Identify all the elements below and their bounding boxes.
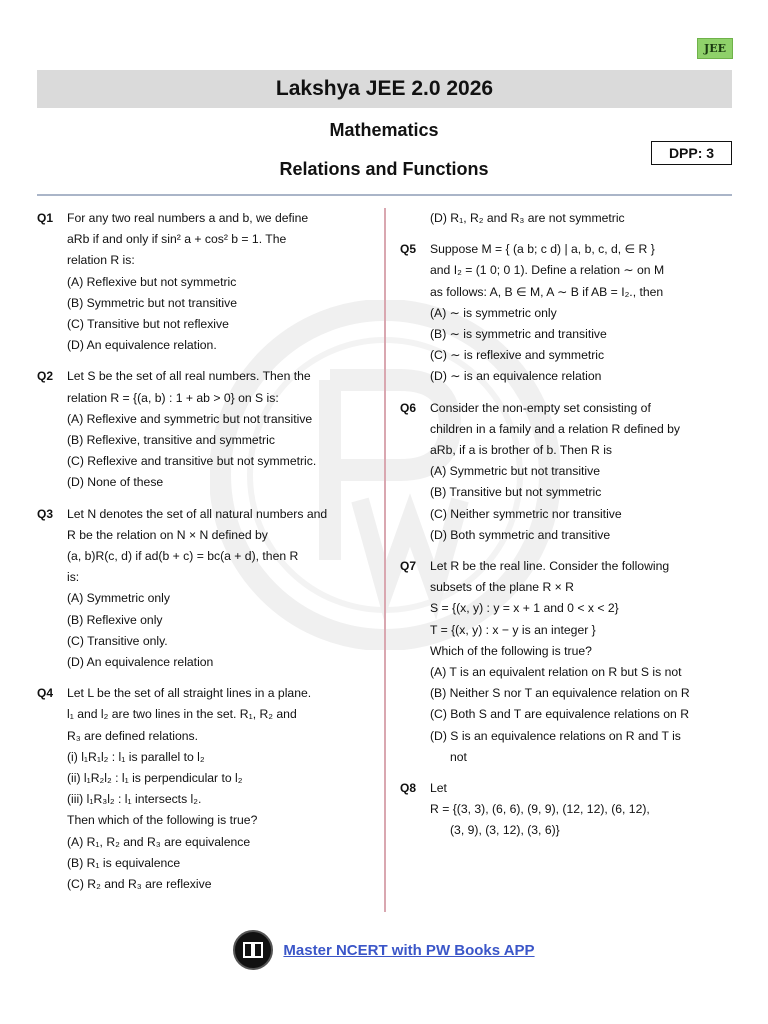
- page-title: Lakshya JEE 2.0 2026: [37, 70, 732, 108]
- option-c: (C) Reflexive and transitive but not symmetric.: [67, 454, 317, 469]
- question-text: subsets of the plane R × R: [430, 580, 574, 595]
- option-d: (D) ∼ is an equivalence relation: [430, 369, 602, 384]
- question-number: Q8: [400, 781, 417, 796]
- question-text: and I₂ = (1 0; 0 1). Define a relation ∼ on M: [430, 263, 665, 278]
- header-rule: [37, 194, 732, 196]
- option-d: (D) An equivalence relation.: [67, 338, 217, 353]
- option-c: (C) Transitive but not reflexive: [67, 317, 229, 332]
- pw-books-app-link[interactable]: Master NCERT with PW Books APP: [283, 941, 535, 959]
- option-b: (B) Transitive but not symmetric: [430, 485, 602, 500]
- question-2: [37, 366, 367, 493]
- question-text: l₁ and l₂ are two lines in the set. R₁, R₂ and: [67, 707, 297, 722]
- option-d: (D) None of these: [67, 475, 164, 490]
- question-text: as follows: A, B ∈ M, A ∼ B if AB = I₂., then: [430, 284, 664, 299]
- option-b: (B) R₁ is equivalence: [67, 855, 181, 870]
- question-number: Q2: [37, 369, 54, 384]
- option-a: (A) Symmetric only: [67, 591, 170, 606]
- question-4-continued: [400, 208, 732, 229]
- option-a: (A) R₁, R₂ and R₃ are equivalence: [67, 834, 251, 849]
- question-5: [400, 239, 732, 387]
- question-text: (i) l₁R₁l₂ : l₁ is parallel to l₂: [67, 749, 205, 764]
- option-b: (B) ∼ is symmetric and transitive: [430, 327, 607, 342]
- question-number: Q3: [37, 506, 54, 521]
- question-text: For any two real numbers a and b, we define: [67, 211, 309, 225]
- right-column: [400, 208, 732, 852]
- question-text: is:: [67, 570, 80, 585]
- question-text: Let N denotes the set of all natural numbers and: [67, 506, 328, 521]
- question-text: (iii) l₁R₃l₂ : l₁ intersects l₂.: [67, 792, 202, 807]
- option-c: (C) ∼ is reflexive and symmetric: [430, 348, 605, 363]
- question-number: Q6: [400, 400, 417, 415]
- question-7: [400, 556, 732, 768]
- option-a: (A) Reflexive but not symmetric: [67, 274, 237, 289]
- question-number: Q4: [37, 686, 54, 701]
- option-a: (A) Symmetric but not transitive: [430, 464, 600, 479]
- question-text: Let R be the real line. Consider the following: [430, 559, 670, 574]
- dpp-label: DPP: 3: [651, 141, 732, 165]
- question-text: children in a family and a relation R defined by: [430, 421, 680, 436]
- footer: [0, 930, 768, 970]
- option-d: (D) Both symmetric and transitive: [430, 527, 611, 542]
- column-divider: [384, 208, 386, 912]
- question-text: T = {(x, y) : x − y is an integer }: [430, 622, 596, 637]
- option-a: (A) ∼ is symmetric only: [430, 305, 557, 320]
- left-column: [37, 208, 367, 905]
- chapter-heading: Relations and Functions: [279, 159, 489, 179]
- question-text: relation R is:: [67, 253, 135, 268]
- option-b: (B) Reflexive, transitive and symmetric: [67, 433, 275, 448]
- option-c: (C) Both S and T are equivalence relations on R: [430, 707, 690, 722]
- question-text: Let S be the set of all real numbers. Then the: [67, 369, 311, 384]
- question-6: [400, 398, 732, 546]
- option-b: (B) Symmetric but not transitive: [67, 295, 237, 310]
- question-text: (3, 9), (3, 12), (3, 6)}: [450, 823, 560, 838]
- option-d: (D) An equivalence relation: [67, 655, 214, 670]
- option-a: (A) Reflexive and symmetric but not transitive: [67, 411, 313, 426]
- question-text: (a, b)R(c, d) if ad(b + c) = bc(a + d), then R: [67, 549, 299, 564]
- question-number: Q5: [400, 242, 417, 257]
- question-1: [37, 208, 367, 356]
- question-4: [37, 683, 367, 895]
- question-8: [400, 778, 732, 842]
- question-number: Q1: [37, 211, 54, 225]
- exam-badge: JEE: [697, 38, 733, 59]
- option-a: (A) T is an equivalent relation on R but S is not: [430, 665, 682, 680]
- option-b: (B) Reflexive only: [67, 612, 163, 627]
- question-text: S = {(x, y) : y = x + 1 and 0 < x < 2}: [430, 601, 619, 616]
- question-text: aRb, if a is brother of b. Then R is: [430, 443, 612, 458]
- option-b: (B) Neither S nor T an equivalence relation on R: [430, 686, 690, 701]
- question-text: R = {(3, 3), (6, 6), (9, 9), (12, 12), (6, 12),: [430, 802, 650, 817]
- option-d-continued: not: [450, 749, 467, 764]
- option-c: (C) R₂ and R₃ are reflexive: [67, 877, 212, 892]
- question-text: Then which of the following is true?: [67, 813, 258, 828]
- question-text: R₃ are defined relations.: [67, 728, 198, 743]
- question-text: (ii) l₁R₂l₂ : l₁ is perpendicular to l₂: [67, 771, 243, 786]
- question-text: R be the relation on N × N defined by: [67, 527, 268, 542]
- question-text: Which of the following is true?: [430, 643, 592, 658]
- question-text: Let L be the set of all straight lines in a plane.: [67, 686, 312, 701]
- question-text: relation R = {(a, b) : 1 + ab > 0} on S is:: [67, 390, 279, 405]
- option-c: (C) Neither symmetric nor transitive: [430, 506, 622, 521]
- question-text: Suppose M = { (a b; c d) | a, b, c, d, ∈ R }: [430, 242, 655, 257]
- question-number: Q7: [400, 559, 417, 574]
- question-3: [37, 504, 367, 674]
- question-text: aRb if and only if sin² a + cos² b = 1. The: [67, 232, 287, 247]
- option-d: (D) R₁, R₂ and R₃ are not symmetric: [430, 211, 625, 225]
- question-text: Let: [430, 781, 447, 796]
- option-c: (C) Transitive only.: [67, 633, 168, 648]
- option-d: (D) S is an equivalence relations on R and T is: [430, 728, 681, 743]
- question-text: Consider the non-empty set consisting of: [430, 400, 651, 415]
- book-icon: [233, 930, 273, 970]
- subject-heading: Mathematics: [329, 120, 439, 140]
